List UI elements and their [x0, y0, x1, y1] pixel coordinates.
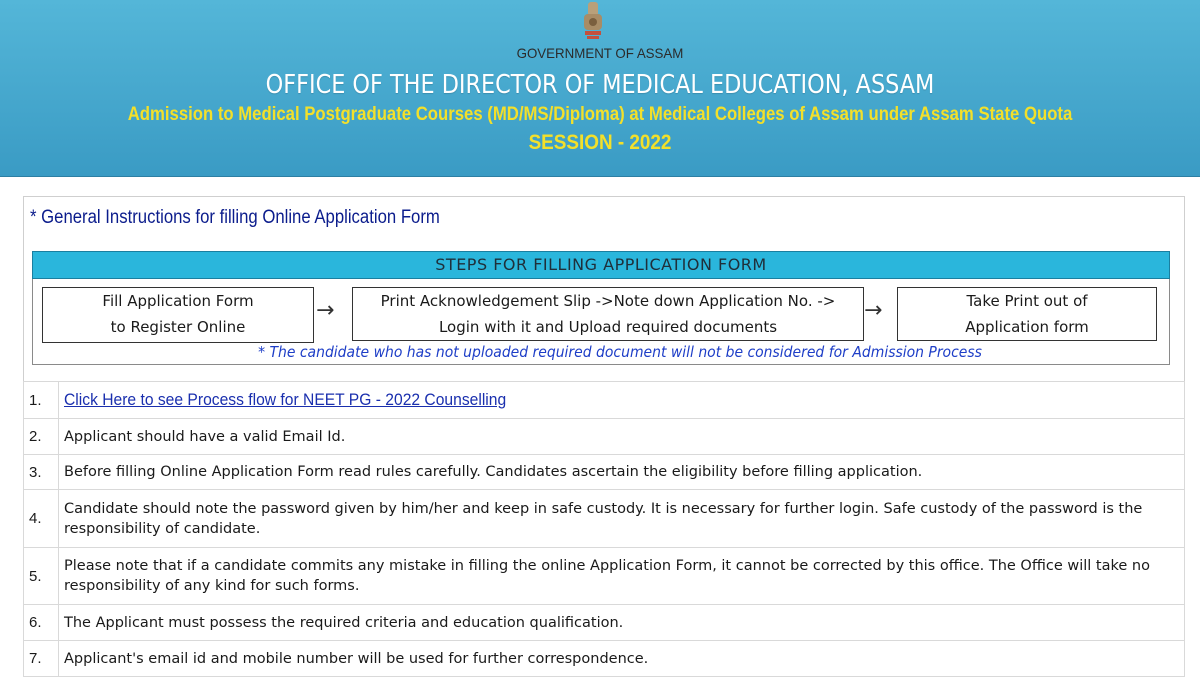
step-printout-line1: Take Print out of: [966, 292, 1088, 310]
item-number: 5.: [24, 548, 59, 605]
government-label: GOVERNMENT OF ASSAM: [516, 45, 684, 61]
item-number: 6.: [24, 605, 59, 641]
office-title: OFFICE OF THE DIRECTOR OF MEDICAL EDUCATION, ASSAM: [265, 70, 935, 100]
item-text: Please note that if a candidate commits any mistake in filling the online Application Form, it cannot be corrected by this office. The Office will take no responsibility of any kind for such forms.: [59, 548, 1185, 605]
step-fill-form-line1: Fill Application Form: [102, 292, 254, 310]
step-fill-form-line2: to Register Online: [110, 318, 246, 336]
list-item: [24, 490, 1185, 548]
list-item: [24, 548, 1185, 605]
step-fill-form: [42, 287, 314, 343]
list-item: [24, 605, 1185, 641]
list-item: [24, 382, 1185, 419]
upload-warning-note: * The candidate who has not uploaded required document will not be considered for Admission Process: [258, 343, 982, 361]
step-printout-line2: Application form: [965, 318, 1089, 336]
arrow-icon: →: [316, 298, 335, 323]
item-number: 7.: [24, 641, 59, 677]
list-item: [24, 455, 1185, 490]
instructions-list: [23, 381, 1185, 677]
step-take-printout: [897, 287, 1157, 341]
step-print-line2: Login with it and Upload required documents: [438, 318, 778, 336]
arrow-icon: →: [864, 298, 883, 323]
page-header: [0, 0, 1200, 177]
item-number: 1.: [24, 382, 59, 419]
item-number: 3.: [24, 455, 59, 490]
item-text: Before filling Online Application Form read rules carefully. Candidates ascertain the eligibility before filling application.: [59, 455, 1185, 490]
process-flow-cell: [59, 382, 1185, 419]
item-text: Applicant should have a valid Email Id.: [59, 419, 1185, 455]
session-label: SESSION - 2022: [528, 131, 672, 154]
item-text: Candidate should note the password given by him/her and keep in safe custody. It is necessary for further login. Safe custody of the password is the responsibility of candidate.: [59, 490, 1185, 548]
steps-heading: STEPS FOR FILLING APPLICATION FORM: [32, 251, 1170, 279]
step-print-acknowledgement: [352, 287, 864, 341]
list-item: [24, 419, 1185, 455]
instructions-title: * General Instructions for filling Online Application Form: [30, 207, 440, 228]
list-item: [24, 641, 1185, 677]
item-number: 4.: [24, 490, 59, 548]
item-text: The Applicant must possess the required criteria and education qualification.: [59, 605, 1185, 641]
step-print-line1: Print Acknowledgement Slip ->Note down Application No. ->: [380, 292, 836, 310]
item-text: Applicant's email id and mobile number will be used for further correspondence.: [59, 641, 1185, 677]
item-number: 2.: [24, 419, 59, 455]
admission-subtitle: Admission to Medical Postgraduate Courses (MD/MS/Diploma) at Medical Colleges of Assam under Assam State Quota: [127, 104, 1073, 125]
process-flow-link[interactable]: Click Here to see Process flow for NEET PG - 2022 Counselling: [64, 390, 507, 409]
state-emblem-icon: [579, 0, 607, 42]
